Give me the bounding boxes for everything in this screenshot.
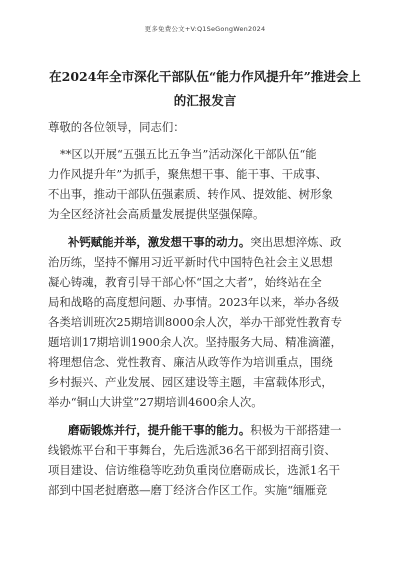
watermark-header: 更多免费公文+V:Q1SeGongWen2024 — [144, 25, 266, 33]
section-1-first-text: 突出思想淬炼、政 — [250, 235, 342, 249]
section-2-line: 项目建设、信访维稳等吃劲负重岗位磨砺成长，选派1名干 — [48, 463, 341, 477]
document-title-line-2: 的汇报发言 — [173, 93, 237, 108]
section-1-line: 举办“铜山大讲堂”27期培训4600余人次。 — [48, 395, 263, 409]
salutation: 尊敬的各位领导，同志们： — [48, 120, 185, 134]
section-1-line: 将理想信念、党性教育、廉洁从政等作为培训重点，围绕 — [48, 355, 333, 369]
section-1-line: 题培训17期培训1900余人次。坚持服务大局、精准滴灌， — [48, 335, 343, 349]
intro-line: 为全区经济社会高质量发展提供坚强保障。 — [48, 207, 265, 221]
section-1-first-line — [68, 232, 370, 252]
section-1-line: 凝心铸魂，教育引导干部心怀“国之大者”，始终站在全 — [48, 275, 322, 289]
section-2-line: 线锻炼平台和干事舞台，先后选派36名干部到招商引资、 — [48, 443, 336, 457]
section-2-heading: 磨砺锻炼并行，提升能干事的能力。 — [68, 423, 251, 437]
section-1-line: 局和战略的高度想问题、办事情。2023年以来，举办各级 — [48, 295, 339, 309]
intro-line: **区以开展“五强五比五争当”活动深化干部队伍“能 — [60, 147, 317, 161]
section-1-line: 乡村振兴、产业发展、园区建设等主题，丰富载体形式， — [48, 375, 333, 389]
section-2-line: 部到中国老挝磨憨—磨丁经济合作区工作。实施“缅雁竞 — [48, 483, 328, 497]
section-1-line: 各类培训班次25期培训8000余人次，举办干部党性教育专 — [48, 315, 343, 329]
section-2-first-text: 积极为干部搭建一 — [250, 423, 342, 437]
section-1-line: 治历练，坚持不懈用习近平新时代中国特色社会主义思想 — [48, 255, 333, 269]
section-1-heading: 补钙赋能并举，激发想干事的动力。 — [68, 235, 251, 249]
intro-line: 力作风提升年”为抓手，聚焦想干事、能干事、干成事、 — [48, 167, 328, 181]
section-2-first-line — [68, 420, 370, 440]
intro-line: 不出事，推动干部队伍强素质、转作风、提效能、树形象 — [48, 187, 333, 201]
document-title-line-1: 在2024年全市深化干部队伍“能力作风提升年”推进会上 — [49, 69, 361, 84]
